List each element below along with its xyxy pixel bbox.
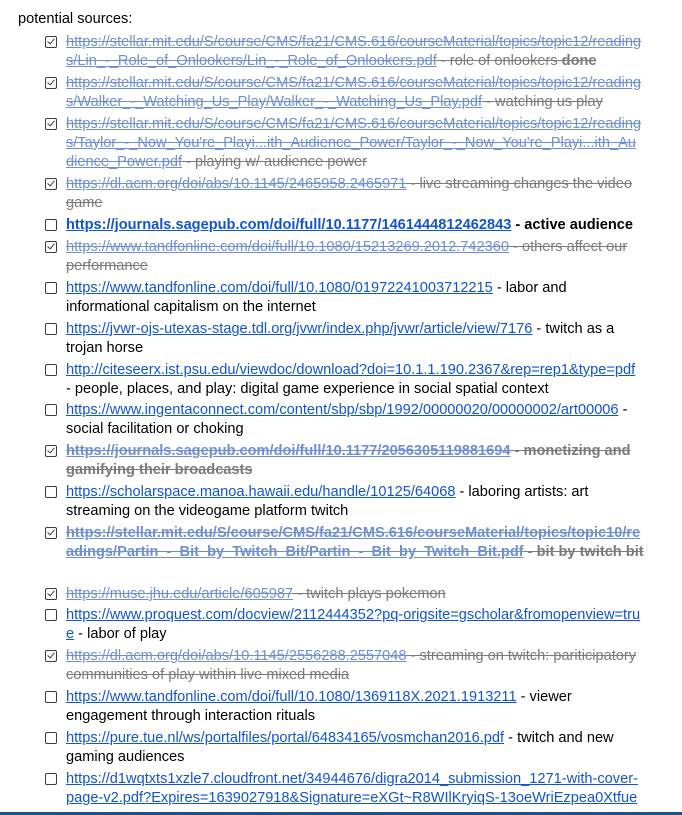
checkbox-1[interactable] <box>45 36 57 48</box>
list-item <box>66 33 644 71</box>
source-link[interactable]: https://dl.acm.org/doi/abs/10.1145/2556288.2557048 <box>66 648 407 664</box>
done-marker: done <box>561 53 597 69</box>
list-item <box>66 585 644 604</box>
checkbox-10[interactable] <box>45 404 57 416</box>
source-link[interactable]: https://journals.sagepub.com/doi/full/10.1177/1461444812462843 <box>66 217 512 233</box>
list-item <box>66 216 644 235</box>
source-link[interactable]: https://muse.jhu.edu/article/605987 <box>66 586 294 602</box>
list-item <box>66 483 644 521</box>
list-item <box>66 279 644 317</box>
list-item <box>66 729 644 767</box>
source-description: - twitch and new gaming audiences <box>66 730 614 765</box>
source-link[interactable]: https://www.tandfonline.com/doi/full/10.1080/01972241003712215 <box>66 280 493 296</box>
section-heading: potential sources: <box>18 11 133 27</box>
source-link[interactable]: https://pure.tue.nl/ws/portalfiles/portal/64834165/vosmchan2016.pdf <box>66 730 505 746</box>
list-item <box>66 606 644 644</box>
source-description: - streaming on twitch: <box>406 648 554 664</box>
source-link[interactable]: https://jvwr-ojs-utexas-stage.tdl.org/jvwr/index.php/jvwr/article/view/7176 <box>66 321 533 337</box>
checkbox-18[interactable] <box>45 732 57 744</box>
checkbox-5[interactable] <box>45 219 57 231</box>
source-link[interactable]: https://stellar.mit.edu/S/course/CMS/fa21/CMS.616/courseMaterial/topics/topic12/readings/Lin_-_Role_of_Onlookers/Lin_-_Role_of_Onlookers.pdf <box>66 34 642 69</box>
checkbox-11[interactable] <box>45 445 57 457</box>
source-description: - others affect our performance <box>66 239 628 274</box>
source-description: - bit by twitch bit <box>523 544 644 560</box>
source-description: - social facilitation or choking <box>66 402 628 437</box>
list-item <box>66 770 644 808</box>
source-link[interactable]: https://dl.acm.org/doi/abs/10.1145/2465958.2465971 <box>66 176 407 192</box>
list-item <box>66 442 644 480</box>
source-link[interactable]: https://d1wqtxts1xzle7.cloudfront.net/34944676/digra2014_submission_1271-with-cover-page-v2.pdf?Expires=1639027918&Signature=eXGt~R8WIlKryiqS-13oeWriEzpea0Xtfue <box>66 771 638 806</box>
list-item <box>66 688 644 726</box>
checkbox-2[interactable] <box>45 77 57 89</box>
checkbox-12[interactable] <box>45 486 57 498</box>
list-item <box>66 74 644 112</box>
source-description: - live streaming changes the video game <box>66 176 633 211</box>
checkbox-15[interactable] <box>45 609 57 621</box>
checkbox-6[interactable] <box>45 241 57 253</box>
source-description: - twitch as a trojan horse <box>66 321 615 356</box>
source-link[interactable]: https://www.tandfonline.com/doi/full/10.1080/15213269.2012.742360 <box>66 239 510 255</box>
source-description: - twitch plays pokemon <box>293 586 446 602</box>
list-item <box>66 401 644 439</box>
checkbox-19[interactable] <box>45 773 57 785</box>
list-item <box>66 320 644 358</box>
source-description-cont: communities of play within live mixed media <box>66 667 350 683</box>
list-item <box>66 647 644 685</box>
checkbox-13[interactable] <box>45 527 57 539</box>
source-description: - monetizing and gamifying their broadcasts <box>66 443 631 478</box>
source-description: - people, places, and play: digital game experience in social spatial context <box>66 381 549 397</box>
source-description: - role of onlookers <box>436 53 562 69</box>
checkbox-4[interactable] <box>45 178 57 190</box>
source-link[interactable]: https://scholarspace.manoa.hawaii.edu/handle/10125/64068 <box>66 484 456 500</box>
checkbox-16[interactable] <box>45 650 57 662</box>
source-link[interactable]: https://stellar.mit.edu/S/course/CMS/fa21/CMS.616/courseMaterial/topics/topic12/readings/Taylor_-_Now_You're_Playi...ith_Audience_Power/Taylor_-_Now_You're_Playi...ith_Audience_Power.pdf <box>66 116 642 170</box>
source-link[interactable]: https://www.tandfonline.com/doi/full/10.1080/1369118X.2021.1913211 <box>66 689 517 705</box>
checkbox-17[interactable] <box>45 691 57 703</box>
list-item <box>66 238 644 276</box>
source-link[interactable]: https://journals.sagepub.com/doi/full/10.1177/2056305119881694 <box>66 443 511 459</box>
source-description: - labor and informational capitalism on the internet <box>66 280 567 315</box>
source-link[interactable]: https://stellar.mit.edu/S/course/CMS/fa21/CMS.616/courseMaterial/topics/topic12/readings/Walker_-_Watching_Us_Play/Walker_-_Watching_Us_Play.pdf <box>66 75 642 110</box>
source-description: - playing w/ audience power <box>182 154 367 170</box>
misspelled-word: pariticipatory <box>553 648 637 664</box>
source-link[interactable]: http://citeseerx.ist.psu.edu/viewdoc/download?doi=10.1.1.190.2367&rep=rep1&type=pdf <box>66 362 636 378</box>
source-link[interactable]: https://www.ingentaconnect.com/content/sbp/sbp/1992/00000020/00000002/art00006 <box>66 402 619 418</box>
source-description: - watching us play <box>482 94 603 110</box>
source-link[interactable]: https://www.proquest.com/docview/2112444352?pq-origsite=gscholar&fromopenview=true <box>66 607 641 642</box>
list-item <box>66 361 644 399</box>
checkbox-3[interactable] <box>45 118 57 130</box>
list-item <box>66 175 644 213</box>
source-link[interactable]: https://stellar.mit.edu/S/course/CMS/fa21/CMS.616/courseMaterial/topics/topic10/readings/Partin_-_Bit_by_Twitch_Bit/Partin_-_Bit_by_Twitch_Bit.pdf <box>66 525 641 560</box>
checkbox-14[interactable] <box>45 588 57 600</box>
list-item <box>66 115 644 172</box>
source-description: - active audience <box>511 217 633 233</box>
checkbox-9[interactable] <box>45 364 57 376</box>
checkbox-8[interactable] <box>45 323 57 335</box>
list-item <box>66 524 644 562</box>
source-description: - viewer engagement through interaction rituals <box>66 689 572 724</box>
source-description: - labor of play <box>74 626 167 642</box>
source-description: - laboring artists: art streaming on the videogame platform twitch <box>66 484 589 519</box>
checkbox-7[interactable] <box>45 282 57 294</box>
